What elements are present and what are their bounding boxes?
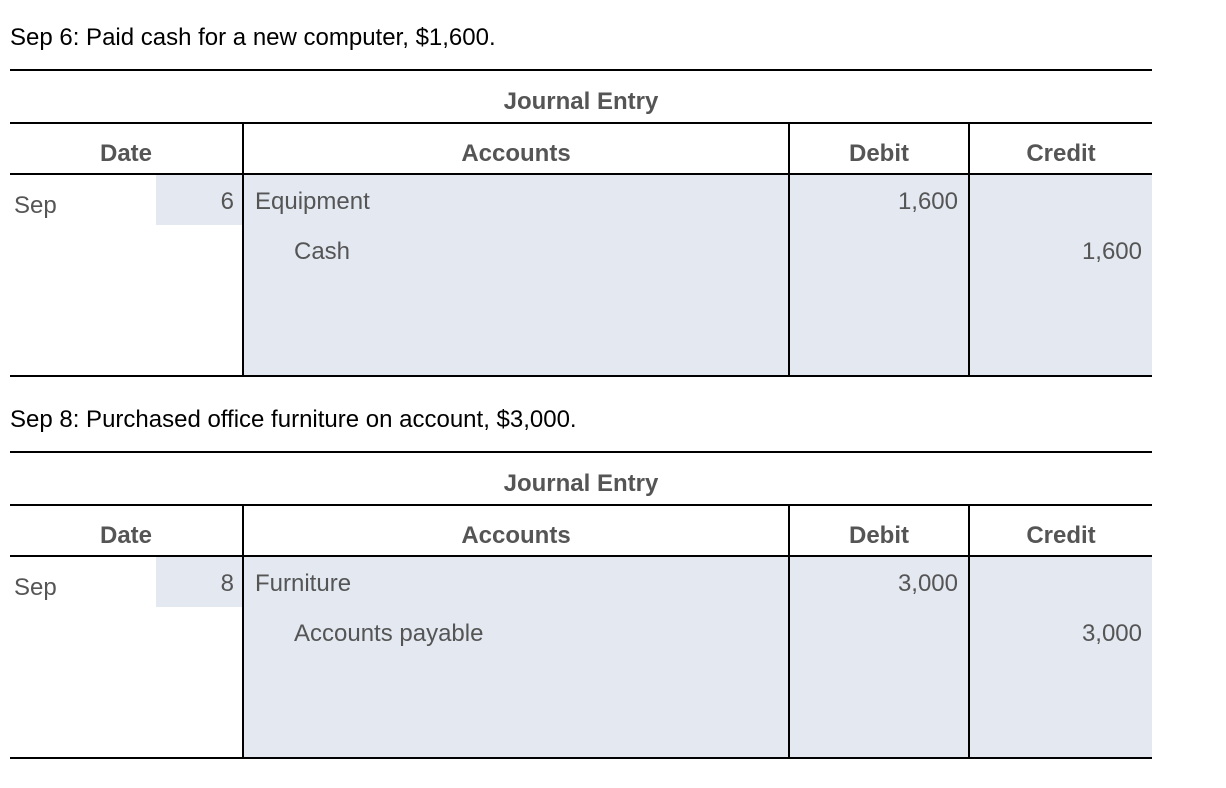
divider-top	[10, 69, 1152, 71]
column-divider	[242, 123, 244, 376]
journal-entry-title: Journal Entry	[503, 88, 659, 115]
column-divider	[242, 505, 244, 758]
journal-entry-title: Journal Entry	[503, 470, 659, 497]
column-header-accounts: Accounts	[461, 140, 571, 167]
divider-title	[10, 122, 1152, 124]
column-header-date: Date	[99, 140, 153, 167]
debit-amount: 1,600	[897, 188, 958, 215]
journal-entry-1	[0, 0, 1226, 382]
date-month: Sep	[14, 574, 57, 601]
entry-description: Sep 6: Paid cash for a new computer, $1,600.	[10, 24, 496, 51]
column-header-credit: Credit	[1026, 140, 1096, 167]
divider-title	[10, 504, 1152, 506]
debit-account: Furniture	[255, 570, 352, 597]
date-day: 6	[220, 188, 234, 215]
journal-entry-2	[0, 382, 1226, 764]
credit-input-area[interactable]	[970, 557, 1152, 757]
divider-bottom	[10, 757, 1152, 759]
debit-amount: 3,000	[897, 570, 958, 597]
entry-description: Sep 8: Purchased office furniture on account, $3,000.	[10, 406, 577, 433]
column-header-debit: Debit	[849, 140, 909, 167]
divider-top	[10, 451, 1152, 453]
date-day: 8	[220, 570, 234, 597]
column-header-credit: Credit	[1026, 522, 1096, 549]
column-divider	[788, 123, 790, 376]
divider-bottom	[10, 375, 1152, 377]
credit-account: Accounts payable	[294, 620, 484, 647]
debit-account: Equipment	[255, 188, 370, 215]
column-header-accounts: Accounts	[461, 522, 571, 549]
credit-amount: 1,600	[1081, 238, 1142, 265]
credit-amount: 3,000	[1081, 620, 1142, 647]
credit-account: Cash	[294, 238, 351, 265]
credit-input-area[interactable]	[970, 175, 1152, 375]
date-month: Sep	[14, 192, 57, 219]
column-header-date: Date	[99, 522, 153, 549]
column-divider	[788, 505, 790, 758]
column-header-debit: Debit	[849, 522, 909, 549]
